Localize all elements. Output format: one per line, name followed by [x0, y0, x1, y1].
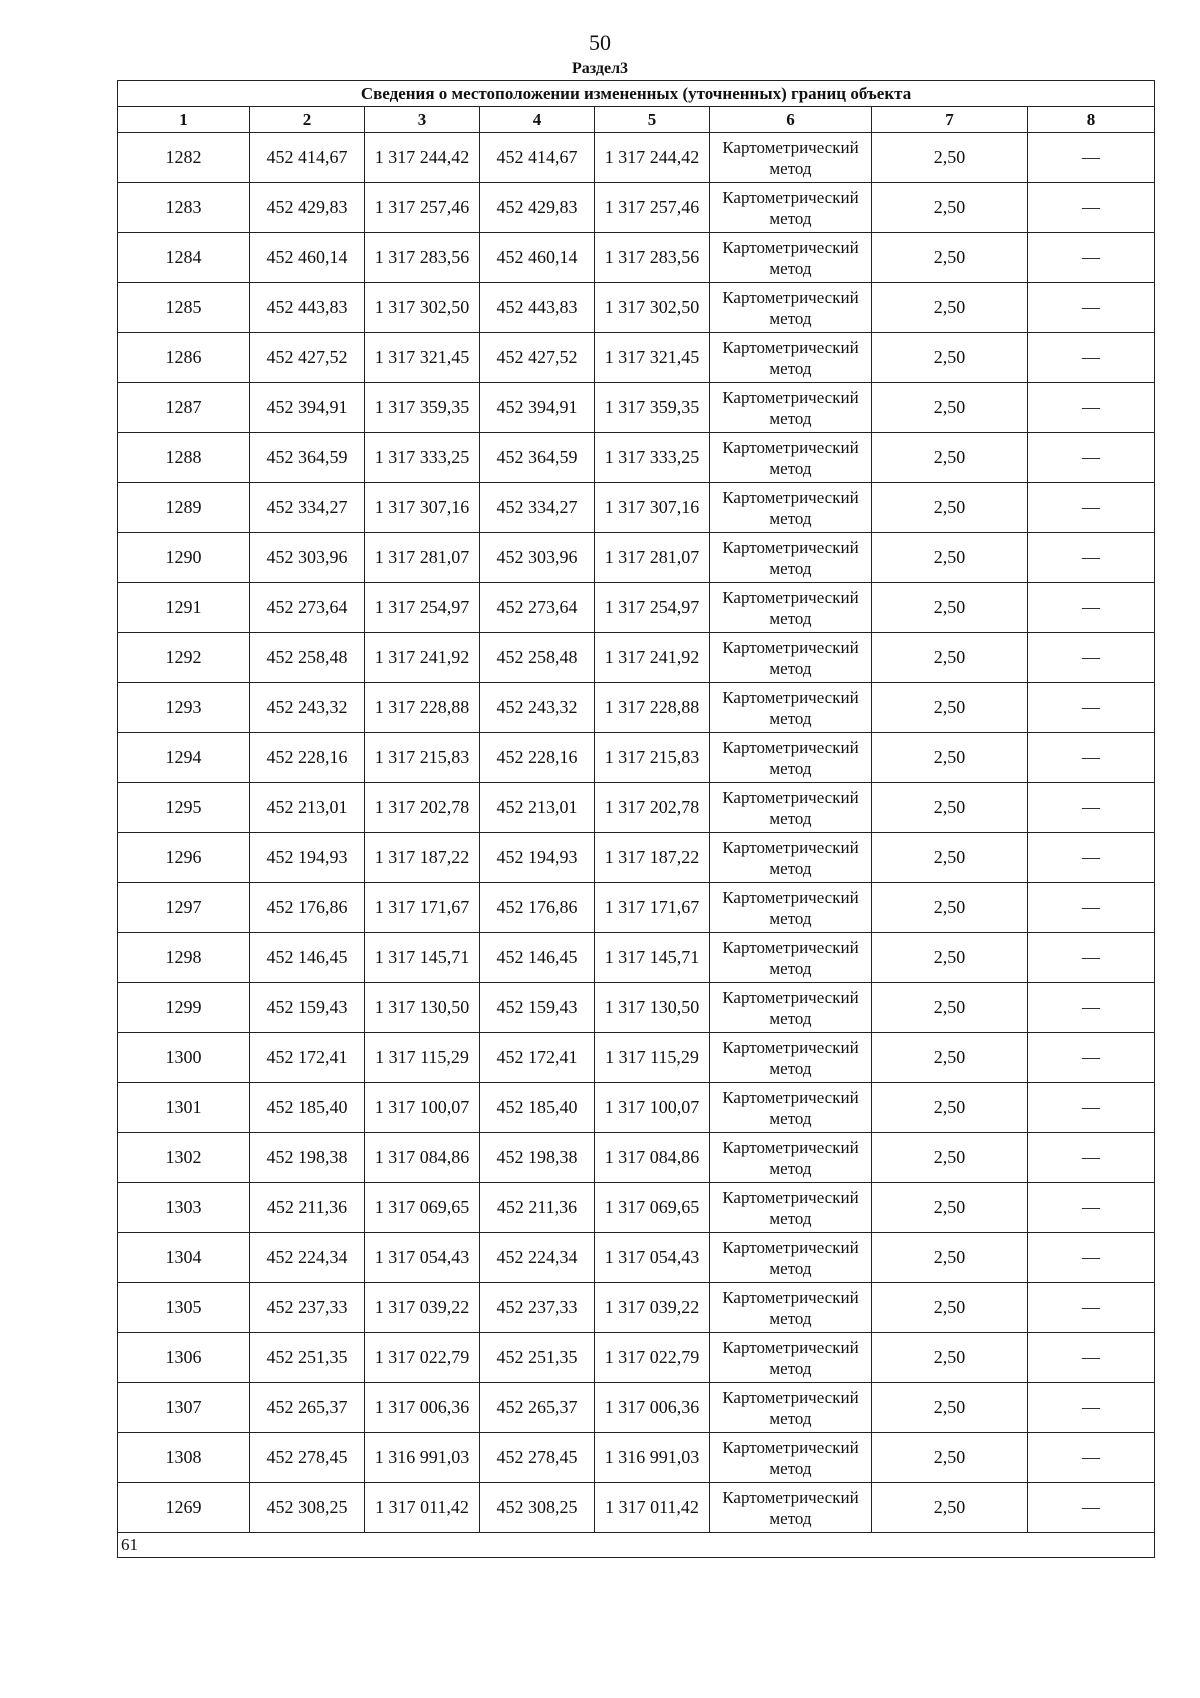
x-new-cell: 452 364,59 [480, 433, 595, 483]
accuracy-cell: 2,50 [872, 183, 1028, 233]
table-row [118, 1133, 1155, 1183]
x-old-cell: 452 443,83 [250, 283, 365, 333]
point-number-cell: 1294 [118, 733, 250, 783]
y-new-cell: 1 317 006,36 [595, 1383, 710, 1433]
y-old-cell: 1 317 187,22 [365, 833, 480, 883]
method-cell: Картометрический метод [710, 233, 872, 283]
accuracy-cell: 2,50 [872, 583, 1028, 633]
y-new-cell: 1 317 100,07 [595, 1083, 710, 1133]
y-old-cell: 1 317 084,86 [365, 1133, 480, 1183]
page-number: 50 [589, 30, 611, 55]
note-cell: — [1028, 683, 1155, 733]
method-cell: Картометрический метод [710, 1433, 872, 1483]
x-old-cell: 452 278,45 [250, 1433, 365, 1483]
column-header: 6 [710, 107, 872, 133]
table-row [118, 883, 1155, 933]
y-old-cell: 1 317 281,07 [365, 533, 480, 583]
point-number-cell: 1287 [118, 383, 250, 433]
method-cell: Картометрический метод [710, 283, 872, 333]
y-old-cell: 1 317 302,50 [365, 283, 480, 333]
y-new-cell: 1 317 283,56 [595, 233, 710, 283]
point-number-cell: 1296 [118, 833, 250, 883]
method-cell: Картометрический метод [710, 383, 872, 433]
point-number-cell: 1305 [118, 1283, 250, 1333]
table-row [118, 183, 1155, 233]
note-cell: — [1028, 883, 1155, 933]
point-number-cell: 1284 [118, 233, 250, 283]
x-old-cell: 452 224,34 [250, 1233, 365, 1283]
column-header: 7 [872, 107, 1028, 133]
note-cell: — [1028, 583, 1155, 633]
point-number-cell: 1288 [118, 433, 250, 483]
x-new-cell: 452 172,41 [480, 1033, 595, 1083]
y-old-cell: 1 317 215,83 [365, 733, 480, 783]
table-row [118, 633, 1155, 683]
column-header-row [118, 107, 1155, 133]
x-old-cell: 452 237,33 [250, 1283, 365, 1333]
y-new-cell: 1 317 187,22 [595, 833, 710, 883]
method-cell: Картометрический метод [710, 683, 872, 733]
accuracy-cell: 2,50 [872, 1383, 1028, 1433]
x-old-cell: 452 460,14 [250, 233, 365, 283]
note-cell: — [1028, 1183, 1155, 1233]
x-old-cell: 452 198,38 [250, 1133, 365, 1183]
x-new-cell: 452 185,40 [480, 1083, 595, 1133]
x-new-cell: 452 394,91 [480, 383, 595, 433]
note-cell: — [1028, 533, 1155, 583]
table-row [118, 1283, 1155, 1333]
accuracy-cell: 2,50 [872, 1333, 1028, 1383]
y-new-cell: 1 317 215,83 [595, 733, 710, 783]
section-title: Раздел3 [571, 60, 629, 77]
method-cell: Картометрический метод [710, 733, 872, 783]
x-new-cell: 452 265,37 [480, 1383, 595, 1433]
y-new-cell: 1 316 991,03 [595, 1433, 710, 1483]
y-old-cell: 1 317 130,50 [365, 983, 480, 1033]
x-old-cell: 452 146,45 [250, 933, 365, 983]
point-number-cell: 1295 [118, 783, 250, 833]
method-cell: Картометрический метод [710, 483, 872, 533]
accuracy-cell: 2,50 [872, 133, 1028, 183]
x-old-cell: 452 176,86 [250, 883, 365, 933]
x-new-cell: 452 273,64 [480, 583, 595, 633]
method-cell: Картометрический метод [710, 583, 872, 633]
y-new-cell: 1 317 321,45 [595, 333, 710, 383]
accuracy-cell: 2,50 [872, 283, 1028, 333]
x-new-cell: 452 243,32 [480, 683, 595, 733]
table-row [118, 433, 1155, 483]
x-old-cell: 452 211,36 [250, 1183, 365, 1233]
x-old-cell: 452 427,52 [250, 333, 365, 383]
accuracy-cell: 2,50 [872, 1233, 1028, 1283]
x-old-cell: 452 258,48 [250, 633, 365, 683]
point-number-cell: 1269 [118, 1483, 250, 1533]
y-old-cell: 1 317 115,29 [365, 1033, 480, 1083]
column-header: 8 [1028, 107, 1155, 133]
y-old-cell: 1 317 257,46 [365, 183, 480, 233]
x-new-cell: 452 224,34 [480, 1233, 595, 1283]
y-old-cell: 1 317 359,35 [365, 383, 480, 433]
method-cell: Картометрический метод [710, 1083, 872, 1133]
note-cell: — [1028, 483, 1155, 533]
accuracy-cell: 2,50 [872, 483, 1028, 533]
x-new-cell: 452 334,27 [480, 483, 595, 533]
note-cell: — [1028, 433, 1155, 483]
note-cell: — [1028, 1483, 1155, 1533]
x-new-cell: 452 146,45 [480, 933, 595, 983]
table-row [118, 1383, 1155, 1433]
x-new-cell: 452 198,38 [480, 1133, 595, 1183]
y-old-cell: 1 317 228,88 [365, 683, 480, 733]
note-cell: — [1028, 233, 1155, 283]
x-new-cell: 452 211,36 [480, 1183, 595, 1233]
x-new-cell: 452 228,16 [480, 733, 595, 783]
x-old-cell: 452 364,59 [250, 433, 365, 483]
x-new-cell: 452 427,52 [480, 333, 595, 383]
table-row [118, 683, 1155, 733]
point-number-cell: 1306 [118, 1333, 250, 1383]
y-old-cell: 1 317 100,07 [365, 1083, 480, 1133]
point-number-cell: 1290 [118, 533, 250, 583]
note-cell: — [1028, 1383, 1155, 1433]
accuracy-cell: 2,50 [872, 1133, 1028, 1183]
accuracy-cell: 2,50 [872, 1183, 1028, 1233]
table-row [118, 1483, 1155, 1533]
note-cell: — [1028, 183, 1155, 233]
x-old-cell: 452 303,96 [250, 533, 365, 583]
note-cell: — [1028, 283, 1155, 333]
method-cell: Картометрический метод [710, 133, 872, 183]
point-number-cell: 1303 [118, 1183, 250, 1233]
point-number-cell: 1302 [118, 1133, 250, 1183]
note-cell: — [1028, 1083, 1155, 1133]
note-cell: — [1028, 1283, 1155, 1333]
x-old-cell: 452 251,35 [250, 1333, 365, 1383]
x-new-cell: 452 237,33 [480, 1283, 595, 1333]
note-cell: — [1028, 1033, 1155, 1083]
table-row [118, 983, 1155, 1033]
y-new-cell: 1 317 011,42 [595, 1483, 710, 1533]
y-new-cell: 1 317 115,29 [595, 1033, 710, 1083]
column-header: 2 [250, 107, 365, 133]
y-old-cell: 1 317 244,42 [365, 133, 480, 183]
y-new-cell: 1 317 084,86 [595, 1133, 710, 1183]
table-row [118, 333, 1155, 383]
method-cell: Картометрический метод [710, 783, 872, 833]
x-old-cell: 452 228,16 [250, 733, 365, 783]
table-row [118, 1033, 1155, 1083]
note-cell: — [1028, 1433, 1155, 1483]
note-cell: — [1028, 783, 1155, 833]
accuracy-cell: 2,50 [872, 1033, 1028, 1083]
table-row [118, 1083, 1155, 1133]
y-old-cell: 1 317 145,71 [365, 933, 480, 983]
x-new-cell: 452 414,67 [480, 133, 595, 183]
note-cell: — [1028, 983, 1155, 1033]
note-cell: — [1028, 833, 1155, 883]
y-old-cell: 1 317 171,67 [365, 883, 480, 933]
table-row [118, 583, 1155, 633]
point-number-cell: 1301 [118, 1083, 250, 1133]
y-old-cell: 1 317 202,78 [365, 783, 480, 833]
point-number-cell: 1283 [118, 183, 250, 233]
y-old-cell: 1 317 283,56 [365, 233, 480, 283]
note-cell: — [1028, 133, 1155, 183]
y-old-cell: 1 316 991,03 [365, 1433, 480, 1483]
x-old-cell: 452 394,91 [250, 383, 365, 433]
point-number-cell: 1304 [118, 1233, 250, 1283]
y-old-cell: 1 317 022,79 [365, 1333, 480, 1383]
y-old-cell: 1 317 321,45 [365, 333, 480, 383]
method-cell: Картометрический метод [710, 883, 872, 933]
table-row [118, 483, 1155, 533]
method-cell: Картометрический метод [710, 433, 872, 483]
point-number-cell: 1308 [118, 1433, 250, 1483]
y-old-cell: 1 317 011,42 [365, 1483, 480, 1533]
accuracy-cell: 2,50 [872, 683, 1028, 733]
accuracy-cell: 2,50 [872, 333, 1028, 383]
note-cell: — [1028, 383, 1155, 433]
method-cell: Картометрический метод [710, 1033, 872, 1083]
y-new-cell: 1 317 281,07 [595, 533, 710, 583]
point-number-cell: 1292 [118, 633, 250, 683]
method-cell: Картометрический метод [710, 1133, 872, 1183]
x-new-cell: 452 443,83 [480, 283, 595, 333]
x-old-cell: 452 185,40 [250, 1083, 365, 1133]
point-number-cell: 1298 [118, 933, 250, 983]
table-row [118, 1233, 1155, 1283]
x-old-cell: 452 243,32 [250, 683, 365, 733]
table-row [118, 233, 1155, 283]
y-new-cell: 1 317 244,42 [595, 133, 710, 183]
method-cell: Картометрический метод [710, 1333, 872, 1383]
y-new-cell: 1 317 069,65 [595, 1183, 710, 1233]
accuracy-cell: 2,50 [872, 983, 1028, 1033]
point-number-cell: 1307 [118, 1383, 250, 1433]
y-new-cell: 1 317 241,92 [595, 633, 710, 683]
method-cell: Картометрический метод [710, 1383, 872, 1433]
x-old-cell: 452 308,25 [250, 1483, 365, 1533]
x-new-cell: 452 251,35 [480, 1333, 595, 1383]
point-number-cell: 1282 [118, 133, 250, 183]
x-new-cell: 452 278,45 [480, 1433, 595, 1483]
point-number-cell: 1299 [118, 983, 250, 1033]
note-cell: — [1028, 633, 1155, 683]
y-old-cell: 1 317 254,97 [365, 583, 480, 633]
x-old-cell: 452 334,27 [250, 483, 365, 533]
point-number-cell: 1300 [118, 1033, 250, 1083]
accuracy-cell: 2,50 [872, 1483, 1028, 1533]
note-cell: — [1028, 733, 1155, 783]
point-number-cell: 1297 [118, 883, 250, 933]
table-row [118, 133, 1155, 183]
x-new-cell: 452 258,48 [480, 633, 595, 683]
accuracy-cell: 2,50 [872, 433, 1028, 483]
y-old-cell: 1 317 069,65 [365, 1183, 480, 1233]
y-new-cell: 1 317 145,71 [595, 933, 710, 983]
method-cell: Картометрический метод [710, 183, 872, 233]
accuracy-cell: 2,50 [872, 733, 1028, 783]
y-new-cell: 1 317 130,50 [595, 983, 710, 1033]
table-row [118, 933, 1155, 983]
table-row [118, 383, 1155, 433]
x-new-cell: 452 213,01 [480, 783, 595, 833]
table-row [118, 833, 1155, 883]
y-old-cell: 1 317 333,25 [365, 433, 480, 483]
y-new-cell: 1 317 202,78 [595, 783, 710, 833]
note-cell: — [1028, 1233, 1155, 1283]
method-cell: Картометрический метод [710, 1183, 872, 1233]
x-new-cell: 452 194,93 [480, 833, 595, 883]
x-old-cell: 452 414,67 [250, 133, 365, 183]
method-cell: Картометрический метод [710, 1483, 872, 1533]
method-cell: Картометрический метод [710, 633, 872, 683]
point-number-cell: 1286 [118, 333, 250, 383]
boundary-table [117, 80, 1155, 1558]
x-new-cell: 452 308,25 [480, 1483, 595, 1533]
accuracy-cell: 2,50 [872, 233, 1028, 283]
y-new-cell: 1 317 302,50 [595, 283, 710, 333]
column-header: 5 [595, 107, 710, 133]
accuracy-cell: 2,50 [872, 833, 1028, 883]
accuracy-cell: 2,50 [872, 383, 1028, 433]
accuracy-cell: 2,50 [872, 783, 1028, 833]
table-body [118, 133, 1155, 1533]
point-number-cell: 1293 [118, 683, 250, 733]
x-new-cell: 452 176,86 [480, 883, 595, 933]
note-cell: — [1028, 1333, 1155, 1383]
accuracy-cell: 2,50 [872, 1433, 1028, 1483]
x-old-cell: 452 273,64 [250, 583, 365, 633]
y-new-cell: 1 317 171,67 [595, 883, 710, 933]
x-old-cell: 452 159,43 [250, 983, 365, 1033]
y-old-cell: 1 317 039,22 [365, 1283, 480, 1333]
table-row [118, 733, 1155, 783]
y-old-cell: 1 317 006,36 [365, 1383, 480, 1433]
method-cell: Картометрический метод [710, 533, 872, 583]
x-new-cell: 452 303,96 [480, 533, 595, 583]
x-new-cell: 452 159,43 [480, 983, 595, 1033]
table-row [118, 783, 1155, 833]
x-old-cell: 452 265,37 [250, 1383, 365, 1433]
accuracy-cell: 2,50 [872, 1083, 1028, 1133]
point-number-cell: 1289 [118, 483, 250, 533]
method-cell: Картометрический метод [710, 933, 872, 983]
column-header: 3 [365, 107, 480, 133]
column-header: 4 [480, 107, 595, 133]
point-number-cell: 1285 [118, 283, 250, 333]
accuracy-cell: 2,50 [872, 1283, 1028, 1333]
accuracy-cell: 2,50 [872, 933, 1028, 983]
x-new-cell: 452 429,83 [480, 183, 595, 233]
y-old-cell: 1 317 241,92 [365, 633, 480, 683]
table-caption: Сведения о местоположении измененных (уточненных) границ объекта [118, 81, 1155, 107]
accuracy-cell: 2,50 [872, 633, 1028, 683]
method-cell: Картометрический метод [710, 1283, 872, 1333]
note-cell: — [1028, 933, 1155, 983]
method-cell: Картометрический метод [710, 333, 872, 383]
table-row [118, 1183, 1155, 1233]
y-new-cell: 1 317 228,88 [595, 683, 710, 733]
y-new-cell: 1 317 022,79 [595, 1333, 710, 1383]
method-cell: Картометрический метод [710, 983, 872, 1033]
accuracy-cell: 2,50 [872, 533, 1028, 583]
y-new-cell: 1 317 333,25 [595, 433, 710, 483]
column-header: 1 [118, 107, 250, 133]
accuracy-cell: 2,50 [872, 883, 1028, 933]
y-new-cell: 1 317 254,97 [595, 583, 710, 633]
table-row [118, 1333, 1155, 1383]
x-old-cell: 452 429,83 [250, 183, 365, 233]
method-cell: Картометрический метод [710, 833, 872, 883]
y-new-cell: 1 317 257,46 [595, 183, 710, 233]
table-row [118, 533, 1155, 583]
method-cell: Картометрический метод [710, 1233, 872, 1283]
x-old-cell: 452 172,41 [250, 1033, 365, 1083]
x-new-cell: 452 460,14 [480, 233, 595, 283]
y-new-cell: 1 317 359,35 [595, 383, 710, 433]
table-row [118, 1433, 1155, 1483]
y-old-cell: 1 317 307,16 [365, 483, 480, 533]
point-number-cell: 1291 [118, 583, 250, 633]
note-cell: — [1028, 333, 1155, 383]
table-row [118, 283, 1155, 333]
y-new-cell: 1 317 039,22 [595, 1283, 710, 1333]
x-old-cell: 452 213,01 [250, 783, 365, 833]
note-cell: — [1028, 1133, 1155, 1183]
y-new-cell: 1 317 054,43 [595, 1233, 710, 1283]
x-old-cell: 452 194,93 [250, 833, 365, 883]
y-old-cell: 1 317 054,43 [365, 1233, 480, 1283]
footer-note: 61 [118, 1533, 1155, 1558]
y-new-cell: 1 317 307,16 [595, 483, 710, 533]
